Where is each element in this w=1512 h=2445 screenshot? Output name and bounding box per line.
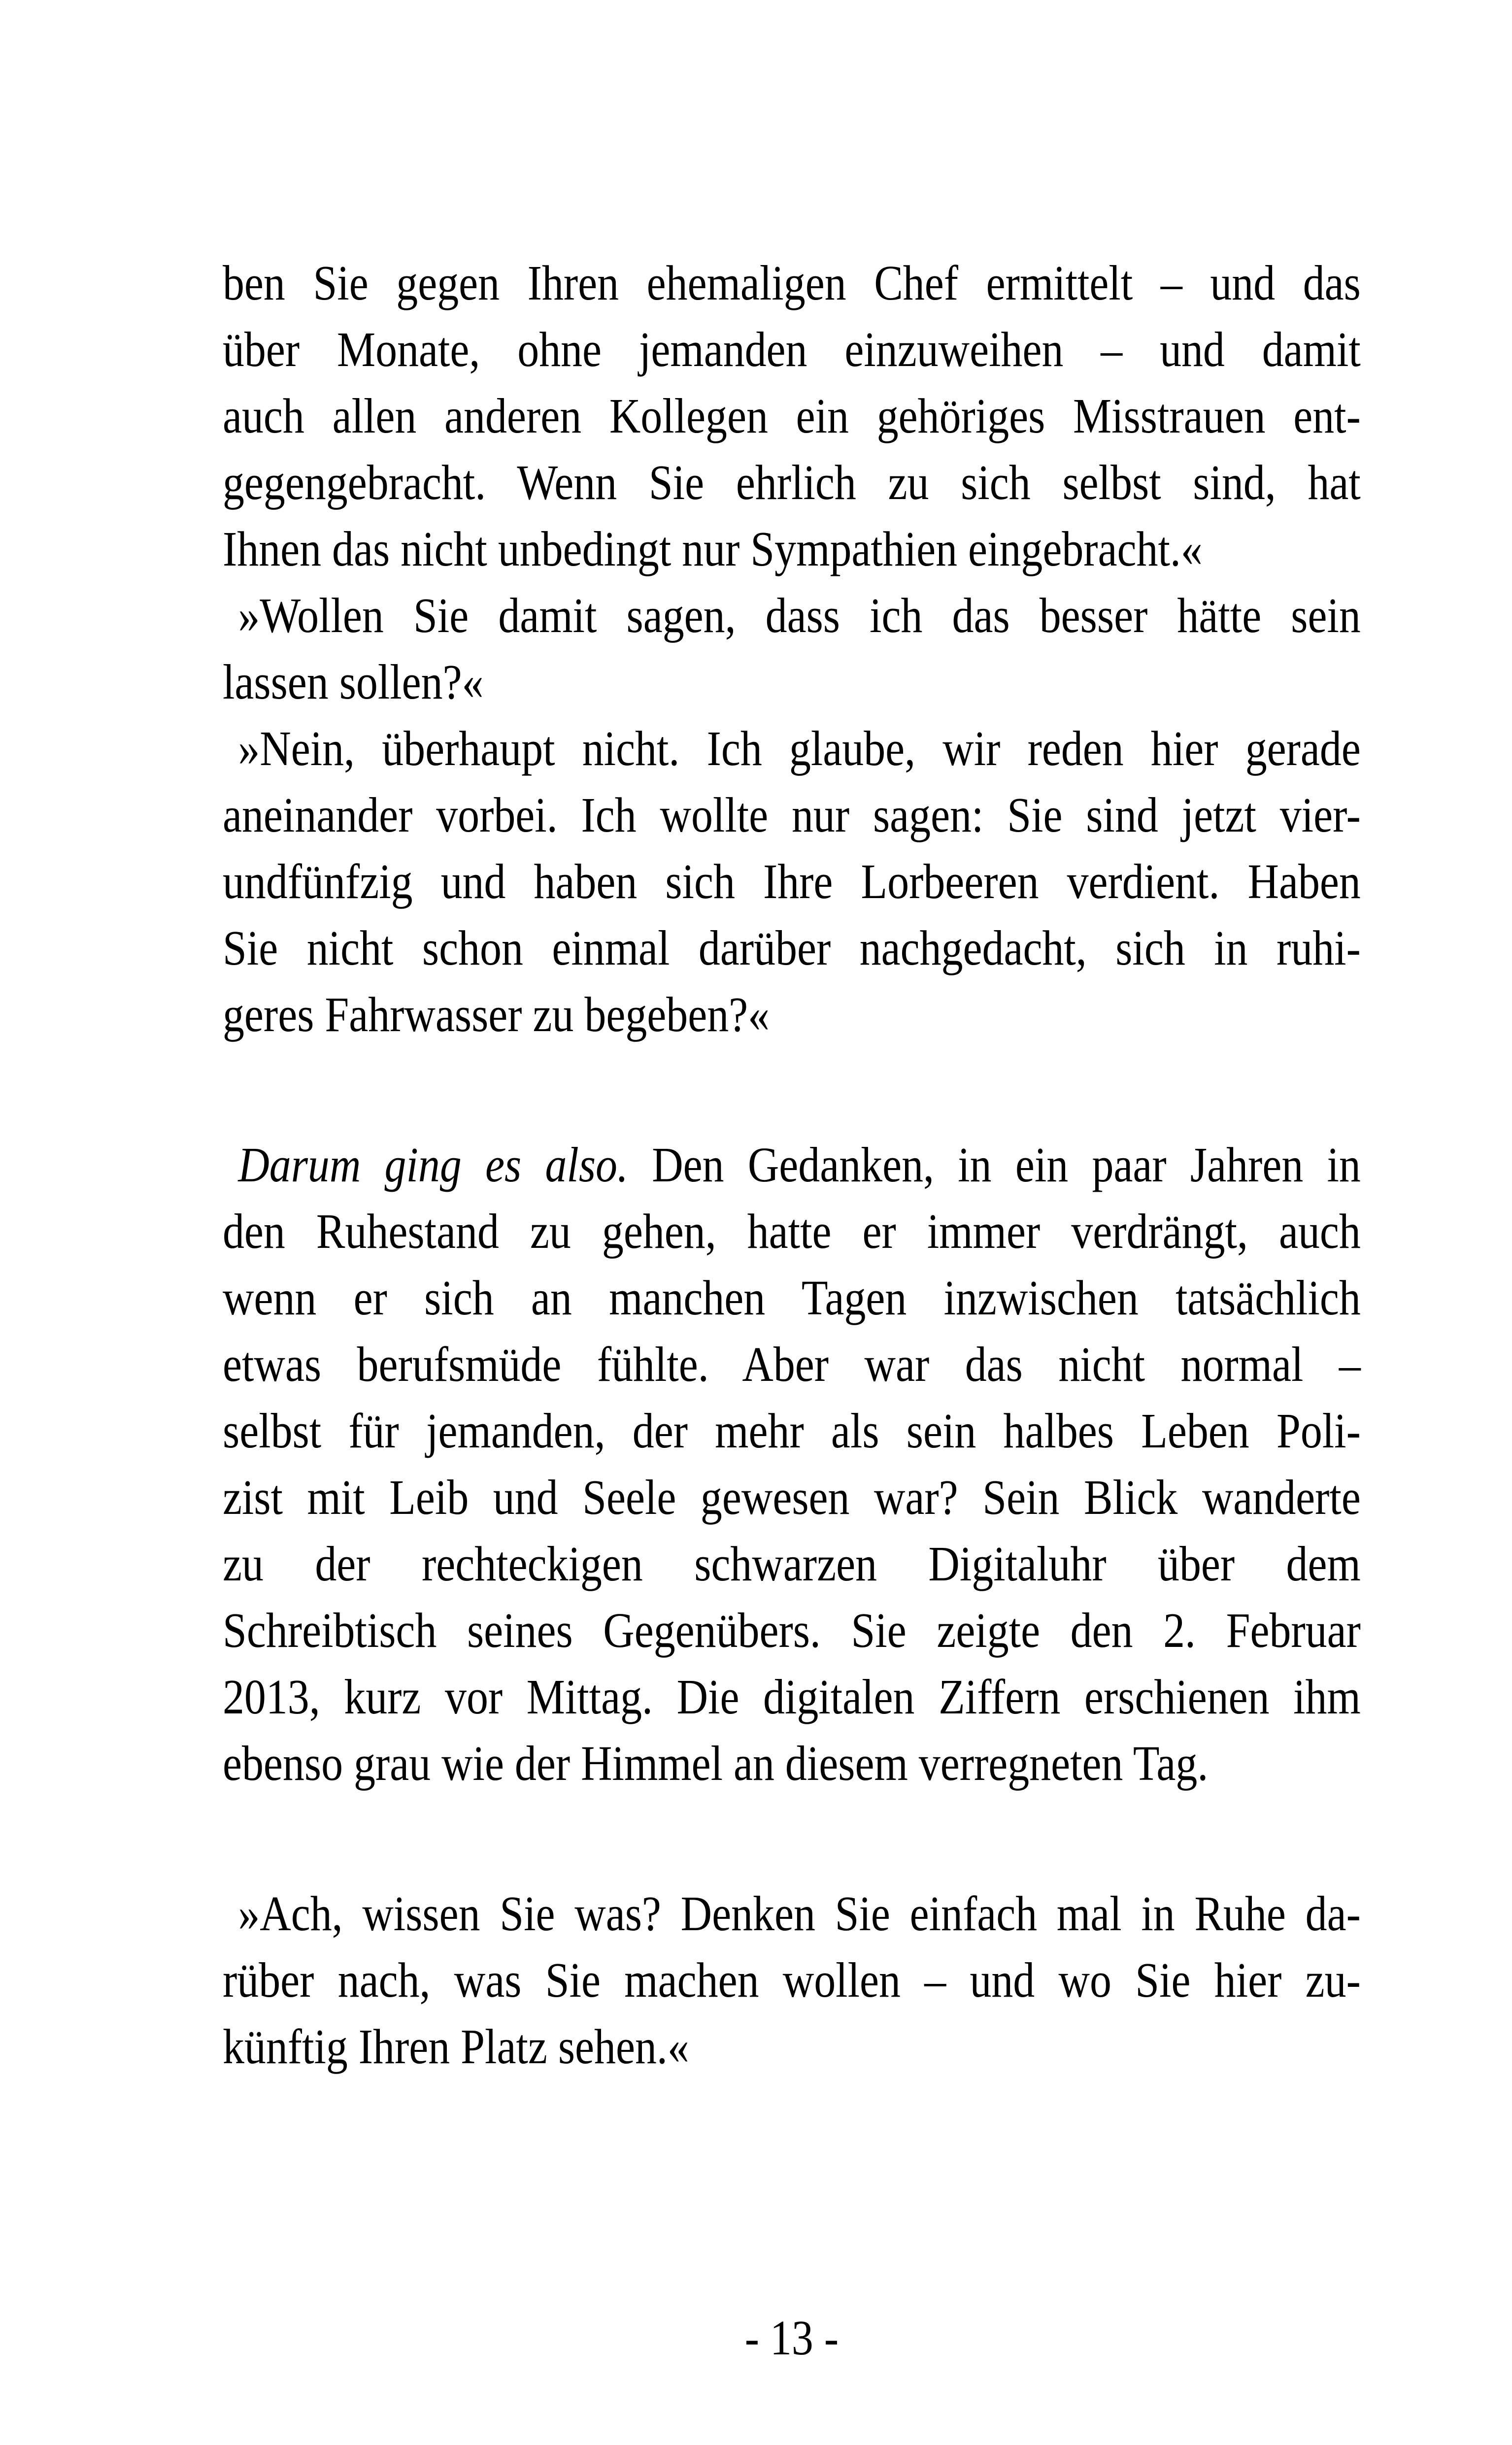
body-text: Schreibtisch seines Gegenübers. Sie zeigte den 2. Februar <box>223 1603 1361 1658</box>
text-line <box>223 848 1361 915</box>
text-line <box>223 1464 1361 1531</box>
text-line <box>223 1597 1361 1664</box>
paragraph <box>223 250 1361 582</box>
text-line <box>223 1730 1361 1797</box>
text-block <box>223 250 1361 2080</box>
text-line <box>223 250 1361 316</box>
body-text: lassen sollen?« <box>223 654 484 709</box>
text-line <box>223 782 1361 848</box>
body-text: geres Fahrwasser zu begeben?« <box>223 987 770 1042</box>
body-text: »Ach, wissen Sie was? Denken Sie einfach mal in Ruhe da- <box>238 1886 1361 1941</box>
text-line <box>223 582 1361 649</box>
text-line <box>223 1880 1361 1947</box>
text-line <box>223 2013 1361 2080</box>
body-text: Den Gedanken, in ein paar Jahren in <box>628 1137 1361 1192</box>
text-line <box>223 649 1361 715</box>
text-line <box>223 383 1361 449</box>
body-text: etwas berufsmüde fühlte. Aber war das nicht normal – <box>223 1337 1361 1392</box>
text-line <box>223 1331 1361 1398</box>
text-line <box>223 1265 1361 1331</box>
text-line <box>223 1947 1361 2013</box>
text-line <box>223 981 1361 1048</box>
body-text: Sie nicht schon einmal darüber nachgedacht, sich in ruhi- <box>223 920 1361 975</box>
body-text: auch allen anderen Kollegen ein gehöriges Misstrauen ent- <box>223 388 1361 443</box>
body-text: »Nein, überhaupt nicht. Ich glaube, wir reden hier gerade <box>238 721 1361 776</box>
text-line <box>223 516 1361 582</box>
text-line <box>223 449 1361 516</box>
text-line <box>223 1198 1361 1265</box>
paragraph <box>223 715 1361 1048</box>
text-line <box>223 1664 1361 1730</box>
body-text: über Monate, ohne jemanden einzuweihen – und damit <box>223 322 1361 377</box>
page-number: - 13 - <box>744 2310 839 2365</box>
text-line <box>223 316 1361 383</box>
body-text: ben Sie gegen Ihren ehemaligen Chef ermittelt – und das <box>223 255 1361 310</box>
text-line <box>223 1132 1361 1198</box>
paragraph <box>223 1132 1361 1797</box>
body-text: rüber nach, was Sie machen wollen – und wo Sie hier zu- <box>223 1952 1361 2008</box>
paragraph <box>223 582 1361 715</box>
body-text: »Wollen Sie damit sagen, dass ich das besser hätte sein <box>238 588 1361 643</box>
body-text: künftig Ihren Platz sehen.« <box>223 2019 689 2074</box>
text-line <box>223 915 1361 981</box>
body-text: den Ruhestand zu gehen, hatte er immer verdrängt, auch <box>223 1204 1361 1259</box>
body-text: zist mit Leib und Seele gewesen war? Sein Blick wanderte <box>223 1470 1361 1525</box>
body-text: selbst für jemanden, der mehr als sein halbes Leben Poli- <box>223 1403 1361 1458</box>
body-text: 2013, kurz vor Mittag. Die digitalen Ziffern erschienen ihm <box>223 1669 1361 1724</box>
body-text: ebenso grau wie der Himmel an diesem verregneten Tag. <box>223 1736 1209 1791</box>
body-text: Ihnen das nicht unbedingt nur Sympathien eingebracht.« <box>223 521 1203 576</box>
paragraph <box>223 1880 1361 2080</box>
body-text: aneinander vorbei. Ich wollte nur sagen: Sie sind jetzt vier- <box>223 787 1361 842</box>
body-text: zu der rechteckigen schwarzen Digitaluhr über dem <box>223 1536 1361 1591</box>
body-text: wenn er sich an manchen Tagen inzwischen tatsächlich <box>223 1270 1361 1325</box>
text-line <box>223 1531 1361 1597</box>
text-line <box>223 1398 1361 1464</box>
body-text: undfünfzig und haben sich Ihre Lorbeeren verdient. Haben <box>223 854 1361 909</box>
italic-text: Darum ging es also. <box>238 1137 628 1192</box>
text-line <box>223 715 1361 782</box>
body-text: gegengebracht. Wenn Sie ehrlich zu sich selbst sind, hat <box>223 455 1361 510</box>
